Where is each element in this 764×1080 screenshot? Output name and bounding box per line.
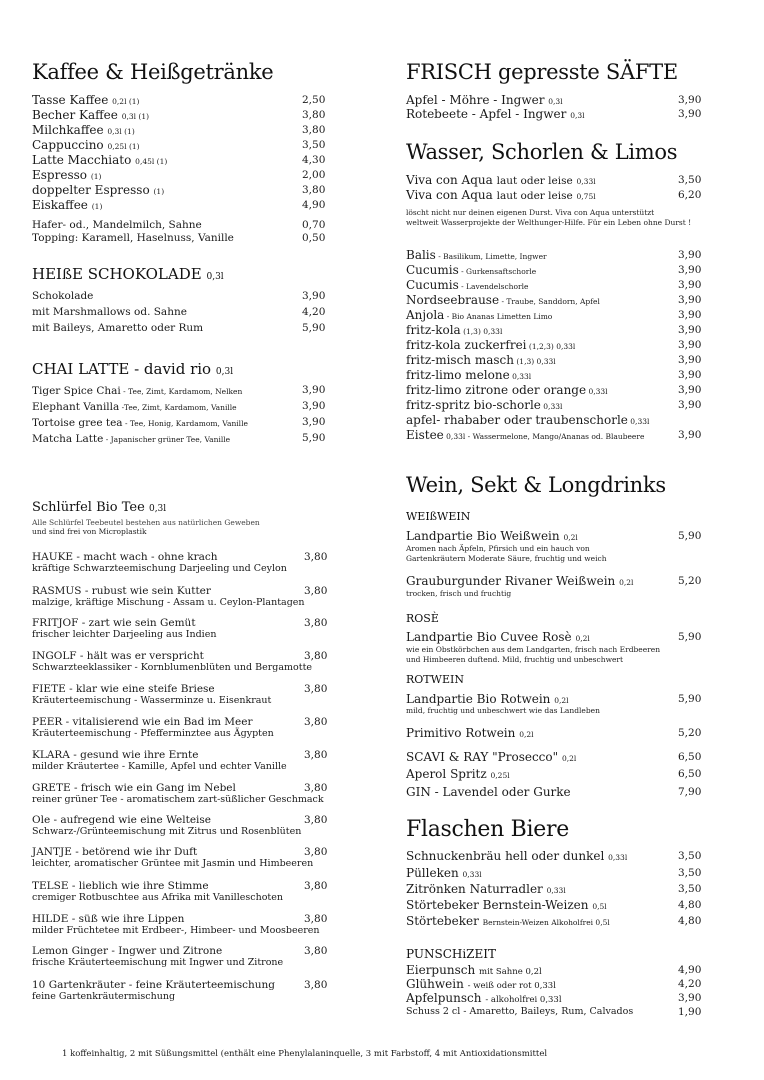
- rose-label: ROSÈ: [406, 612, 439, 625]
- menu-page: Kaffee & Heißgetränke Tasse Kaffee 0,2l (1) 2,50 Becher Kaffee 0,3l (1) 3,80 Milchkaffee 0,3l (1) 3,80 Cappuccino 0,25l (1) 3,50 Latte Macchiato 0,45l (1) 4,30 Espresso (1) 2,00 doppelter Espresso (1) 3,80 Eiskaffee (1) 4,90 Hafer- od., Mandelmilch, Sahne 0,70 Topping: Karamell, Haselnuss, Vanille 0,50 HEIßE SCHOKOLADE 0,3l Schokolade 3,90 mit Marshmallows od. Sahne 4,20 mit Baileys, Amaretto oder Rum 5,90 CHAI LATTE - david rio 0,3l Tiger Spice Chai - Tee, Zimt, Kardamom, Nelken 3,90 Elephant Vanilla -Tee, Zimt, Kardamom, Vanille 3,90 Tortoise gree tea - Tee, Honig, Kardamom, Vanille 3,90 Matcha Latte - Japanischer grüner Tee, Vanille 5,90 Schlürfel Bio Tee 0,3l Alle Schlürfel Teebeutel bestehen aus natürlichen Geweben und sind frei von Microplastik HAUKE - macht wach - ohne krach 3,80 kräftige Schwarzteemischung Darjeeling und Ceylon RASMUS - rubust wie sein Kutter 3,80 malzige, kräftige Mischung - Assam u. Ceylon-Plantagen FRITJOF - zart wie sein Gemüt 3,80 frischer leichter Darjeeling aus Indien INGOLF - hält was er verspricht 3,80 Schwarzteeklassiker - Kornblumenblüten und Bergamotte FIETE - klar wie eine steife Briese 3,80 Kräuterteemischung - Wasserminze u. Eisenkraut PEER - vitalisierend wie ein Bad im Meer 3,80 Kräuterteemischung - Pfefferminztee aus Ägypten KLARA - gesund wie ihre Ernte 3,80 milder Kräutertee - Kamille, Apfel und echter Vanille GRETE - frisch wie ein Gang im Nebel 3,80 reiner grüner Tee - aromatischem zart-süßlicher Geschmack Ole - aufregend wie eine Welteise 3,80 Schwarz-/Grünteemischung mit Zitrus und Rosenblüten JANTJE - betörend wie ihr Duft 3,80 leichter, aromatischer Grüntee mit Jasmin und Himbeeren TELSE - lieblich wie ihre Stimme 3,80 cremiger Rotbuschtee aus Afrika mit Vanilleschoten HILDE - süß wie ihre Lippen 3,80 milder Früchtetee mit Erdbeer-, Himbeer- und Moosbeeren Lemon Ginger - Ingwer und Zitrone 3,80 frische Kräuterteemischung mit Ingwer und Zitrone 10 Gartenkräuter - feine Kräuterteemischung 3,80 feine Gartenkräutermischung FRISCH gepresste SÄFTE Apfel - Möhre - Ingwer 0,3l 3,90 Rotebeete - Apfel - Ingwer 0,3l 3,90 Wasser, Schorlen & Limos Viva con Aqua laut oder leise 0,33l 3,50 Viva con Aqua laut oder leise 0,75l 6,20 löscht nicht nur deinen eigenen Durst. Viva con Aqua unterstützt weltweit Wasserprojekte der Welthunger-Hilfe. Für ein Leben ohne Durst ! Balis - Basilikum, Limette, Ingwer 3,90 Cucumis - Gurkensaftschorle 3,90 Cucumis - Lavendelschorle 3,90 Nordseebrause - Traube, Sanddorn, Apfel 3,90 Anjola - Bio Ananas Limetten Limo 3,90 fritz-kola (1,3) 0,33l 3,90 fritz-kola zuckerfrei (1,2,3) 0,33l 3,90 fritz-misch masch (1,3) 0,33l 3,90 fritz-limo melone 0,33l 3,90 fritz-limo zitrone oder orange 0,33l 3,90 fritz-spritz bio-schorle 0,33l 3,90 apfel- rhababer oder traubenschorle 0,33l Eistee 0,33l - Wassermelone, Mango/Ananas od. Blaubeere 3,90 Wein, Sekt & Longdrinks WEIßWEIN Landpartie Bio Weißwein 0,2l 5,90 Aromen nach Äpfeln, Pfirsich und ein hauch von Gartenkräutern Moderate Säure, fruchtig und weich Grauburgunder Rivaner Weißwein 0,2l 5,20 trocken, frisch und fruchtig ROSÈ Landpartie Bio Cuvee Rosè 0,2l 5,90 wie ein Obstkörbchen aus dem Landgarten, frisch nach Erdbeeren und Himbeeren duftend. Mild, fruchtig und unbeschwert ROTWEIN Landpartie Bio Rotwein 0,2l 5,90 mild, fruchtig und unbeschwert wie das Landleben Primitivo Rotwein 0,2l 5,20 SCAVI & RAY "Prosecco" 0,2l 6,50 Aperol Spritz 0,25l 6,50 GIN - Lavendel oder Gurke 7,90 Flaschen Biere Schnuckenbräu hell oder dunkel 0,33l 3,50 Pülleken 0,33l 3,50 Zitrönken Naturradler 0,33l 3,50 Störtebeker Bernstein-Weizen 0,5l 4,80 Störtebeker Bernstein-Weizen Alkoholfrei 0,5l 4,80 PUNSCHiZEIT Eierpunsch mit Sahne 0,2l 4,90 Glühwein - weiß oder rot 0,33l 4,20 Apfelpunsch - alkoholfrei 0,33l 3,90 Schuss 2 cl - Amaretto, Baileys, Rum, Calvados 1,90 1 koffeinhaltig, 2 mit Süßungsmittel (enthält eine Phenylalaninquelle, 3 mit Farbstoff, 4 mit Antioxidationsmittel: [32, 60, 702, 1059]
- wasser-note: weltweit Wasserprojekte der Welthunger-Hilfe. Für ein Leben ohne Durst !: [406, 218, 692, 227]
- saefte-title: FRISCH gepresste SÄFTE: [406, 60, 678, 84]
- kaffee-title: Kaffee & Heißgetränke: [32, 60, 274, 84]
- wein-title: Wein, Sekt & Longdrinks: [406, 473, 666, 497]
- tee-note: und sind frei von Microplastik: [32, 527, 147, 536]
- wine-desc: Aromen nach Äpfeln, Pfirsich und ein hauch von: [406, 544, 590, 553]
- wine-desc: mild, fruchtig und unbeschwert wie das Landleben: [406, 706, 600, 715]
- wine-desc: Gartenkräutern Moderate Säure, fruchtig und weich: [406, 554, 607, 563]
- wasser-title: Wasser, Schorlen & Limos: [406, 140, 678, 164]
- wine-desc: wie ein Obstkörbchen aus dem Landgarten, frisch nach Erdbeeren: [406, 645, 661, 654]
- punsch-title: PUNSCHiZEIT: [406, 947, 497, 961]
- tee-note: Alle Schlürfel Teebeutel bestehen aus natürlichen Geweben: [32, 518, 260, 527]
- tee-title: Schlürfel Bio Tee 0,3l: [32, 500, 167, 515]
- chai-title: CHAI LATTE - david rio 0,3l: [32, 360, 234, 378]
- weisswein-label: WEIßWEIN: [406, 510, 471, 523]
- schokolade-title: HEIßE SCHOKOLADE 0,3l: [32, 265, 224, 283]
- wasser-note: löscht nicht nur deinen eigenen Durst. Viva con Aqua unterstützt: [406, 208, 655, 217]
- rotwein-label: ROTWEIN: [406, 673, 464, 686]
- wine-desc: und Himbeeren duftend. Mild, fruchtig und unbeschwert: [406, 655, 624, 664]
- biere-title: Flaschen Biere: [406, 817, 569, 842]
- footnote: 1 koffeinhaltig, 2 mit Süßungsmittel (enthält eine Phenylalaninquelle, 3 mit Farbstoff, 4 mit Antioxidationsmittel: [62, 1049, 548, 1059]
- wine-desc: trocken, frisch und fruchtig: [406, 589, 512, 598]
